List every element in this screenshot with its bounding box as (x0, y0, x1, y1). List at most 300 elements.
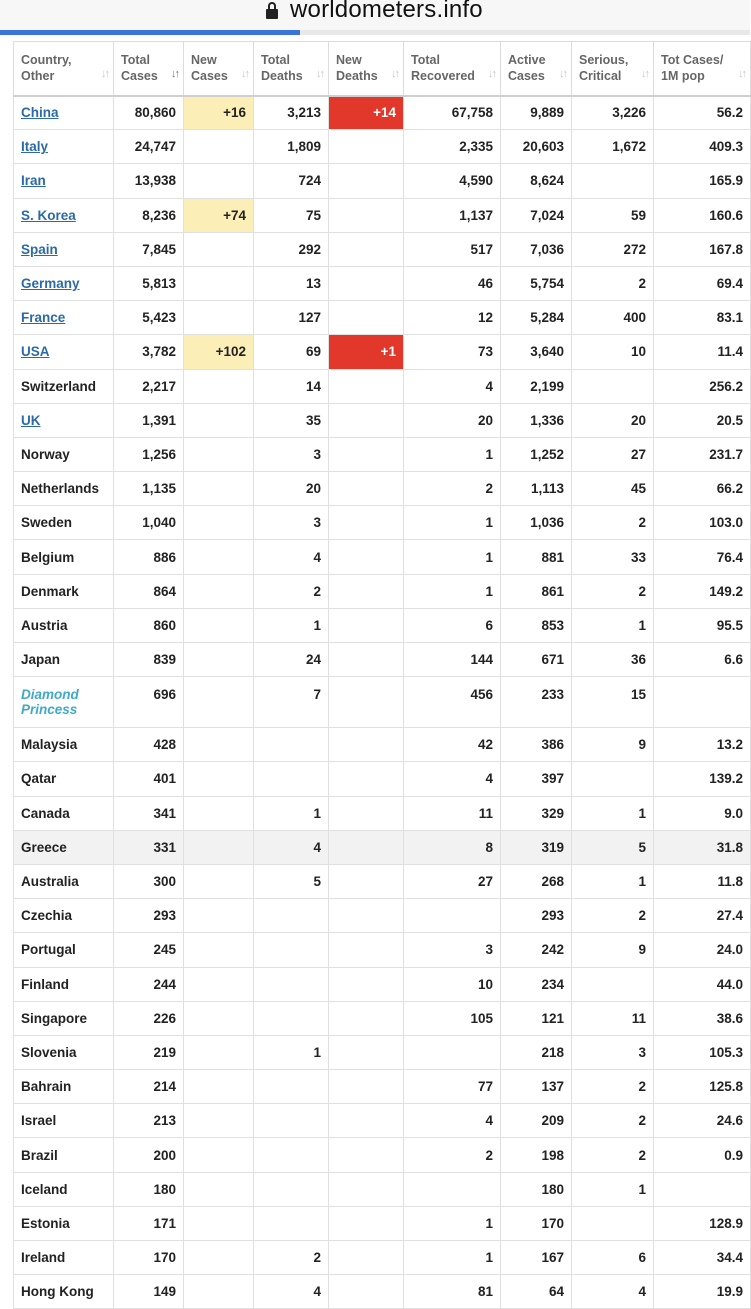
total-cases-cell: 331 (114, 830, 184, 864)
country-cell (14, 1241, 114, 1275)
country-cell (14, 967, 114, 1001)
new-deaths-cell (329, 506, 404, 540)
header-label-line2: Cases (121, 69, 158, 84)
lock-icon (265, 0, 279, 20)
active-cases-cell: 121 (501, 1001, 572, 1035)
header-new-cases[interactable] (184, 42, 254, 96)
active-cases-cell: 1,252 (501, 437, 572, 471)
total-recovered-cell: 10 (404, 967, 501, 1001)
serious-critical-cell (572, 369, 654, 403)
new-deaths-cell (329, 301, 404, 335)
new-cases-cell: +102 (184, 335, 254, 369)
new-cases-cell (184, 677, 254, 728)
header-cases-per-million[interactable] (654, 42, 751, 96)
total-deaths-cell: 1 (254, 1035, 329, 1069)
total-cases-cell: 864 (114, 574, 184, 608)
country-name: Denmark (21, 583, 79, 599)
header-label-line1: Tot Cases/ (661, 53, 724, 68)
serious-critical-cell: 36 (572, 643, 654, 677)
total-deaths-cell: 4 (254, 540, 329, 574)
active-cases-cell: 64 (501, 1275, 572, 1309)
country-cell (14, 728, 114, 762)
total-recovered-cell: 11 (404, 796, 501, 830)
country-cell (14, 933, 114, 967)
new-deaths-cell (329, 967, 404, 1001)
table-row (14, 864, 751, 898)
total-cases-cell: 226 (114, 1001, 184, 1035)
new-deaths-cell (329, 232, 404, 266)
sort-icon[interactable]: ↓↑ (391, 67, 398, 80)
total-deaths-cell (254, 967, 329, 1001)
new-deaths-cell (329, 540, 404, 574)
total-deaths-cell (254, 1138, 329, 1172)
active-cases-cell: 293 (501, 899, 572, 933)
cases-per-million-cell (654, 1172, 751, 1206)
active-cases-cell: 209 (501, 1104, 572, 1138)
total-recovered-cell: 81 (404, 1275, 501, 1309)
total-cases-cell: 171 (114, 1206, 184, 1240)
new-cases-cell (184, 933, 254, 967)
new-deaths-cell (329, 1241, 404, 1275)
new-deaths-cell (329, 643, 404, 677)
total-cases-cell: 170 (114, 1241, 184, 1275)
country-cell (14, 1070, 114, 1104)
new-cases-cell (184, 369, 254, 403)
serious-critical-cell: 27 (572, 437, 654, 471)
new-deaths-cell (329, 164, 404, 198)
new-cases-cell (184, 232, 254, 266)
country-name: Portugal (21, 942, 76, 958)
sort-icon[interactable]: ↓↑ (316, 67, 323, 80)
total-deaths-cell (254, 1001, 329, 1035)
new-cases-cell (184, 1172, 254, 1206)
cases-per-million-cell: 20.5 (654, 403, 751, 437)
country-name: Malaysia (21, 737, 78, 753)
total-deaths-cell: 1 (254, 796, 329, 830)
country-link[interactable]: USA (21, 344, 50, 360)
new-deaths-cell (329, 1070, 404, 1104)
total-deaths-cell: 13 (254, 266, 329, 300)
active-cases-cell: 234 (501, 967, 572, 1001)
header-label-line2: Deaths (261, 69, 303, 84)
total-recovered-cell: 73 (404, 335, 501, 369)
cases-per-million-cell: 125.8 (654, 1070, 751, 1104)
active-cases-cell: 242 (501, 933, 572, 967)
header-label-line2: Deaths (336, 69, 378, 84)
active-cases-cell: 170 (501, 1206, 572, 1240)
cases-per-million-cell: 167.8 (654, 232, 751, 266)
country-cell[interactable] (14, 96, 114, 130)
serious-critical-cell: 1 (572, 608, 654, 642)
header-serious-critical[interactable] (572, 42, 654, 96)
serious-critical-cell (572, 164, 654, 198)
table-row (14, 677, 751, 728)
total-cases-cell: 1,391 (114, 403, 184, 437)
new-cases-cell (184, 301, 254, 335)
country-cell (14, 1035, 114, 1069)
country-cell[interactable] (14, 130, 114, 164)
header-label-line2: Cases (191, 69, 228, 84)
country-link[interactable]: Spain (21, 241, 58, 257)
country-name: Israel (21, 1113, 57, 1129)
serious-critical-cell: 2 (572, 1070, 654, 1104)
total-deaths-cell: 7 (254, 677, 329, 728)
total-cases-cell: 1,135 (114, 472, 184, 506)
country-name: Japan (21, 652, 61, 668)
country-name: Norway (21, 446, 70, 462)
total-recovered-cell: 8 (404, 830, 501, 864)
total-deaths-cell: 2 (254, 574, 329, 608)
country-name: Australia (21, 874, 79, 890)
total-cases-cell: 300 (114, 864, 184, 898)
table-row (14, 130, 751, 164)
country-cell (14, 762, 114, 796)
total-cases-cell: 149 (114, 1275, 184, 1309)
cases-per-million-cell: 128.9 (654, 1206, 751, 1240)
table-row (14, 1172, 751, 1206)
total-recovered-cell: 1 (404, 437, 501, 471)
country-cell[interactable] (14, 266, 114, 300)
total-deaths-cell: 292 (254, 232, 329, 266)
total-deaths-cell: 24 (254, 643, 329, 677)
total-recovered-cell: 4 (404, 369, 501, 403)
total-recovered-cell: 46 (404, 266, 501, 300)
table-row (14, 967, 751, 1001)
total-recovered-cell: 4 (404, 762, 501, 796)
total-recovered-cell: 27 (404, 864, 501, 898)
total-cases-cell: 1,256 (114, 437, 184, 471)
country-name: Qatar (21, 771, 57, 787)
total-cases-cell: 7,845 (114, 232, 184, 266)
table-row (14, 198, 751, 232)
new-cases-cell (184, 728, 254, 762)
total-deaths-cell: 2 (254, 1241, 329, 1275)
active-cases-cell: 671 (501, 643, 572, 677)
total-recovered-cell: 1 (404, 1206, 501, 1240)
active-cases-cell: 233 (501, 677, 572, 728)
new-cases-cell (184, 266, 254, 300)
serious-critical-cell: 20 (572, 403, 654, 437)
sort-icon[interactable]: ↓↑ (488, 67, 495, 80)
new-cases-cell (184, 1104, 254, 1138)
new-deaths-cell: +14 (329, 96, 404, 130)
total-deaths-cell: 724 (254, 164, 329, 198)
active-cases-cell: 137 (501, 1070, 572, 1104)
cases-per-million-cell: 69.4 (654, 266, 751, 300)
table-row (14, 796, 751, 830)
total-recovered-cell: 12 (404, 301, 501, 335)
country-cell[interactable] (14, 198, 114, 232)
new-deaths-cell (329, 796, 404, 830)
total-deaths-cell (254, 899, 329, 933)
header-country[interactable] (14, 42, 114, 96)
serious-critical-cell: 11 (572, 1001, 654, 1035)
total-recovered-cell: 2 (404, 1138, 501, 1172)
serious-critical-cell (572, 967, 654, 1001)
cases-per-million-cell: 9.0 (654, 796, 751, 830)
new-deaths-cell (329, 472, 404, 506)
sort-icon[interactable]: ↓↑ (559, 67, 566, 80)
header-label-line1: Total (411, 53, 440, 68)
serious-critical-cell: 10 (572, 335, 654, 369)
active-cases-cell: 9,889 (501, 96, 572, 130)
new-deaths-cell (329, 933, 404, 967)
active-cases-cell: 7,036 (501, 232, 572, 266)
country-link[interactable]: China (21, 105, 59, 121)
country-cell (14, 1275, 114, 1309)
new-deaths-cell (329, 1001, 404, 1035)
cases-per-million-cell: 139.2 (654, 762, 751, 796)
cases-per-million-cell: 6.6 (654, 643, 751, 677)
total-recovered-cell: 20 (404, 403, 501, 437)
cases-per-million-cell: 103.0 (654, 506, 751, 540)
serious-critical-cell (572, 1206, 654, 1240)
header-label-line1: Active (508, 53, 546, 68)
cases-per-million-cell: 76.4 (654, 540, 751, 574)
new-cases-cell (184, 130, 254, 164)
active-cases-cell: 397 (501, 762, 572, 796)
active-cases-cell: 1,036 (501, 506, 572, 540)
cases-per-million-cell: 13.2 (654, 728, 751, 762)
country-name: Ireland (21, 1250, 66, 1266)
table-row (14, 1035, 751, 1069)
cases-per-million-cell: 105.3 (654, 1035, 751, 1069)
country-link[interactable]: France (21, 310, 66, 326)
total-deaths-cell (254, 1206, 329, 1240)
active-cases-cell: 5,754 (501, 266, 572, 300)
table-row (14, 574, 751, 608)
country-link[interactable]: S. Korea (21, 207, 76, 223)
new-cases-cell (184, 1275, 254, 1309)
country-cell (14, 864, 114, 898)
total-deaths-cell: 20 (254, 472, 329, 506)
country-cell (14, 506, 114, 540)
new-deaths-cell (329, 830, 404, 864)
coronavirus-table (13, 41, 750, 1309)
sort-icon[interactable]: ↓↑ (101, 67, 108, 80)
total-deaths-cell (254, 728, 329, 762)
country-name: Slovenia (21, 1044, 77, 1060)
total-recovered-cell: 77 (404, 1070, 501, 1104)
cases-per-million-cell: 44.0 (654, 967, 751, 1001)
table-body (14, 96, 751, 1309)
serious-critical-cell: 1 (572, 796, 654, 830)
active-cases-cell: 2,199 (501, 369, 572, 403)
table-row (14, 335, 751, 369)
header-total-cases[interactable] (114, 42, 184, 96)
total-deaths-cell (254, 762, 329, 796)
total-cases-cell: 80,860 (114, 96, 184, 130)
country-cell[interactable] (14, 335, 114, 369)
table-row (14, 506, 751, 540)
cases-per-million-cell: 95.5 (654, 608, 751, 642)
country-name: Greece (21, 839, 67, 855)
total-recovered-cell: 1 (404, 506, 501, 540)
country-name: Finland (21, 976, 69, 992)
new-deaths-cell (329, 1206, 404, 1240)
serious-critical-cell: 5 (572, 830, 654, 864)
active-cases-cell: 1,336 (501, 403, 572, 437)
total-deaths-cell (254, 1172, 329, 1206)
table-row (14, 933, 751, 967)
total-recovered-cell: 2,335 (404, 130, 501, 164)
country-name: Austria (21, 617, 68, 633)
total-deaths-cell: 1,809 (254, 130, 329, 164)
country-name: Iceland (21, 1181, 68, 1197)
sort-descending-icon[interactable]: ↓↑ (171, 67, 178, 80)
serious-critical-cell: 3,226 (572, 96, 654, 130)
serious-critical-cell: 6 (572, 1241, 654, 1275)
cases-per-million-cell: 0.9 (654, 1138, 751, 1172)
cases-per-million-cell: 66.2 (654, 472, 751, 506)
total-recovered-cell: 3 (404, 933, 501, 967)
total-recovered-cell: 456 (404, 677, 501, 728)
total-recovered-cell: 144 (404, 643, 501, 677)
country-cell (14, 1138, 114, 1172)
new-cases-cell (184, 762, 254, 796)
table-row (14, 1206, 751, 1240)
country-cell[interactable] (14, 232, 114, 266)
serious-critical-cell: 45 (572, 472, 654, 506)
total-cases-cell: 8,236 (114, 198, 184, 232)
url-text[interactable]: worldometers.info (290, 0, 483, 23)
new-cases-cell (184, 967, 254, 1001)
serious-critical-cell: 9 (572, 728, 654, 762)
total-recovered-cell: 1 (404, 1241, 501, 1275)
total-cases-cell: 219 (114, 1035, 184, 1069)
new-deaths-cell (329, 1035, 404, 1069)
table-row (14, 1070, 751, 1104)
active-cases-cell: 853 (501, 608, 572, 642)
table-row (14, 1241, 751, 1275)
country-cell (14, 796, 114, 830)
cases-per-million-cell: 38.6 (654, 1001, 751, 1035)
total-deaths-cell: 5 (254, 864, 329, 898)
new-deaths-cell (329, 1172, 404, 1206)
table-row (14, 1138, 751, 1172)
table-header-row (14, 42, 751, 96)
cases-per-million-cell: 56.2 (654, 96, 751, 130)
total-deaths-cell: 3 (254, 437, 329, 471)
cases-per-million-cell: 24.6 (654, 1104, 751, 1138)
table-row (14, 899, 751, 933)
new-cases-cell (184, 1001, 254, 1035)
table-row (14, 266, 751, 300)
country-cell[interactable] (14, 164, 114, 198)
total-cases-cell: 696 (114, 677, 184, 728)
cases-per-million-cell: 34.4 (654, 1241, 751, 1275)
country-link[interactable]: UK (21, 412, 41, 428)
sort-icon[interactable]: ↓↑ (738, 67, 745, 80)
serious-critical-cell: 33 (572, 540, 654, 574)
total-recovered-cell: 1 (404, 540, 501, 574)
total-deaths-cell: 75 (254, 198, 329, 232)
new-deaths-cell (329, 608, 404, 642)
country-link[interactable]: Italy (21, 139, 49, 155)
active-cases-cell: 20,603 (501, 130, 572, 164)
total-cases-cell: 839 (114, 643, 184, 677)
table-row (14, 472, 751, 506)
header-label-line1: Total (121, 53, 150, 68)
header-active-cases[interactable] (501, 42, 572, 96)
serious-critical-cell: 1,672 (572, 130, 654, 164)
country-name: Hong Kong (21, 1284, 94, 1300)
header-label-line1: New (336, 53, 362, 68)
header-total-recovered[interactable] (404, 42, 501, 96)
active-cases-cell: 1,113 (501, 472, 572, 506)
table-row (14, 164, 751, 198)
header-new-deaths[interactable] (329, 42, 404, 96)
total-deaths-cell: 35 (254, 403, 329, 437)
table-row (14, 728, 751, 762)
new-cases-cell: +16 (184, 96, 254, 130)
total-cases-cell: 180 (114, 1172, 184, 1206)
new-cases-cell (184, 1070, 254, 1104)
country-cell (14, 437, 114, 471)
total-recovered-cell: 1 (404, 574, 501, 608)
country-cell[interactable] (14, 403, 114, 437)
serious-critical-cell: 1 (572, 864, 654, 898)
serious-critical-cell: 2 (572, 1104, 654, 1138)
country-cell (14, 472, 114, 506)
total-deaths-cell (254, 1070, 329, 1104)
country-cell[interactable] (14, 301, 114, 335)
serious-critical-cell: 2 (572, 899, 654, 933)
header-total-deaths[interactable] (254, 42, 329, 96)
new-cases-cell (184, 643, 254, 677)
new-deaths-cell (329, 762, 404, 796)
table-row (14, 608, 751, 642)
total-deaths-cell: 4 (254, 1275, 329, 1309)
country-name: Switzerland (21, 378, 97, 394)
active-cases-cell: 861 (501, 574, 572, 608)
new-deaths-cell (329, 1275, 404, 1309)
serious-critical-cell: 15 (572, 677, 654, 728)
new-cases-cell: +74 (184, 198, 254, 232)
country-cell (14, 574, 114, 608)
total-cases-cell: 213 (114, 1104, 184, 1138)
new-deaths-cell: +1 (329, 335, 404, 369)
new-cases-cell (184, 403, 254, 437)
header-label-line1: New (191, 53, 217, 68)
active-cases-cell: 5,284 (501, 301, 572, 335)
new-cases-cell (184, 899, 254, 933)
new-deaths-cell (329, 403, 404, 437)
total-recovered-cell: 517 (404, 232, 501, 266)
sort-icon[interactable]: ↓↑ (241, 67, 248, 80)
cases-per-million-cell: 24.0 (654, 933, 751, 967)
header-label-line2: Cases (508, 69, 545, 84)
country-name: Netherlands (21, 481, 100, 497)
total-recovered-cell: 6 (404, 608, 501, 642)
total-cases-cell: 24,747 (114, 130, 184, 164)
browser-address-bar[interactable] (0, 0, 750, 32)
cases-per-million-cell: 231.7 (654, 437, 751, 471)
new-deaths-cell (329, 266, 404, 300)
new-deaths-cell (329, 1138, 404, 1172)
total-cases-cell: 214 (114, 1070, 184, 1104)
serious-critical-cell: 3 (572, 1035, 654, 1069)
active-cases-cell: 198 (501, 1138, 572, 1172)
total-cases-cell: 200 (114, 1138, 184, 1172)
cases-per-million-cell: 160.6 (654, 198, 751, 232)
country-link[interactable]: Iran (21, 173, 46, 189)
country-cell (14, 608, 114, 642)
country-link[interactable]: Germany (21, 276, 80, 292)
sort-icon[interactable]: ↓↑ (641, 67, 648, 80)
active-cases-cell: 218 (501, 1035, 572, 1069)
total-cases-cell: 244 (114, 967, 184, 1001)
